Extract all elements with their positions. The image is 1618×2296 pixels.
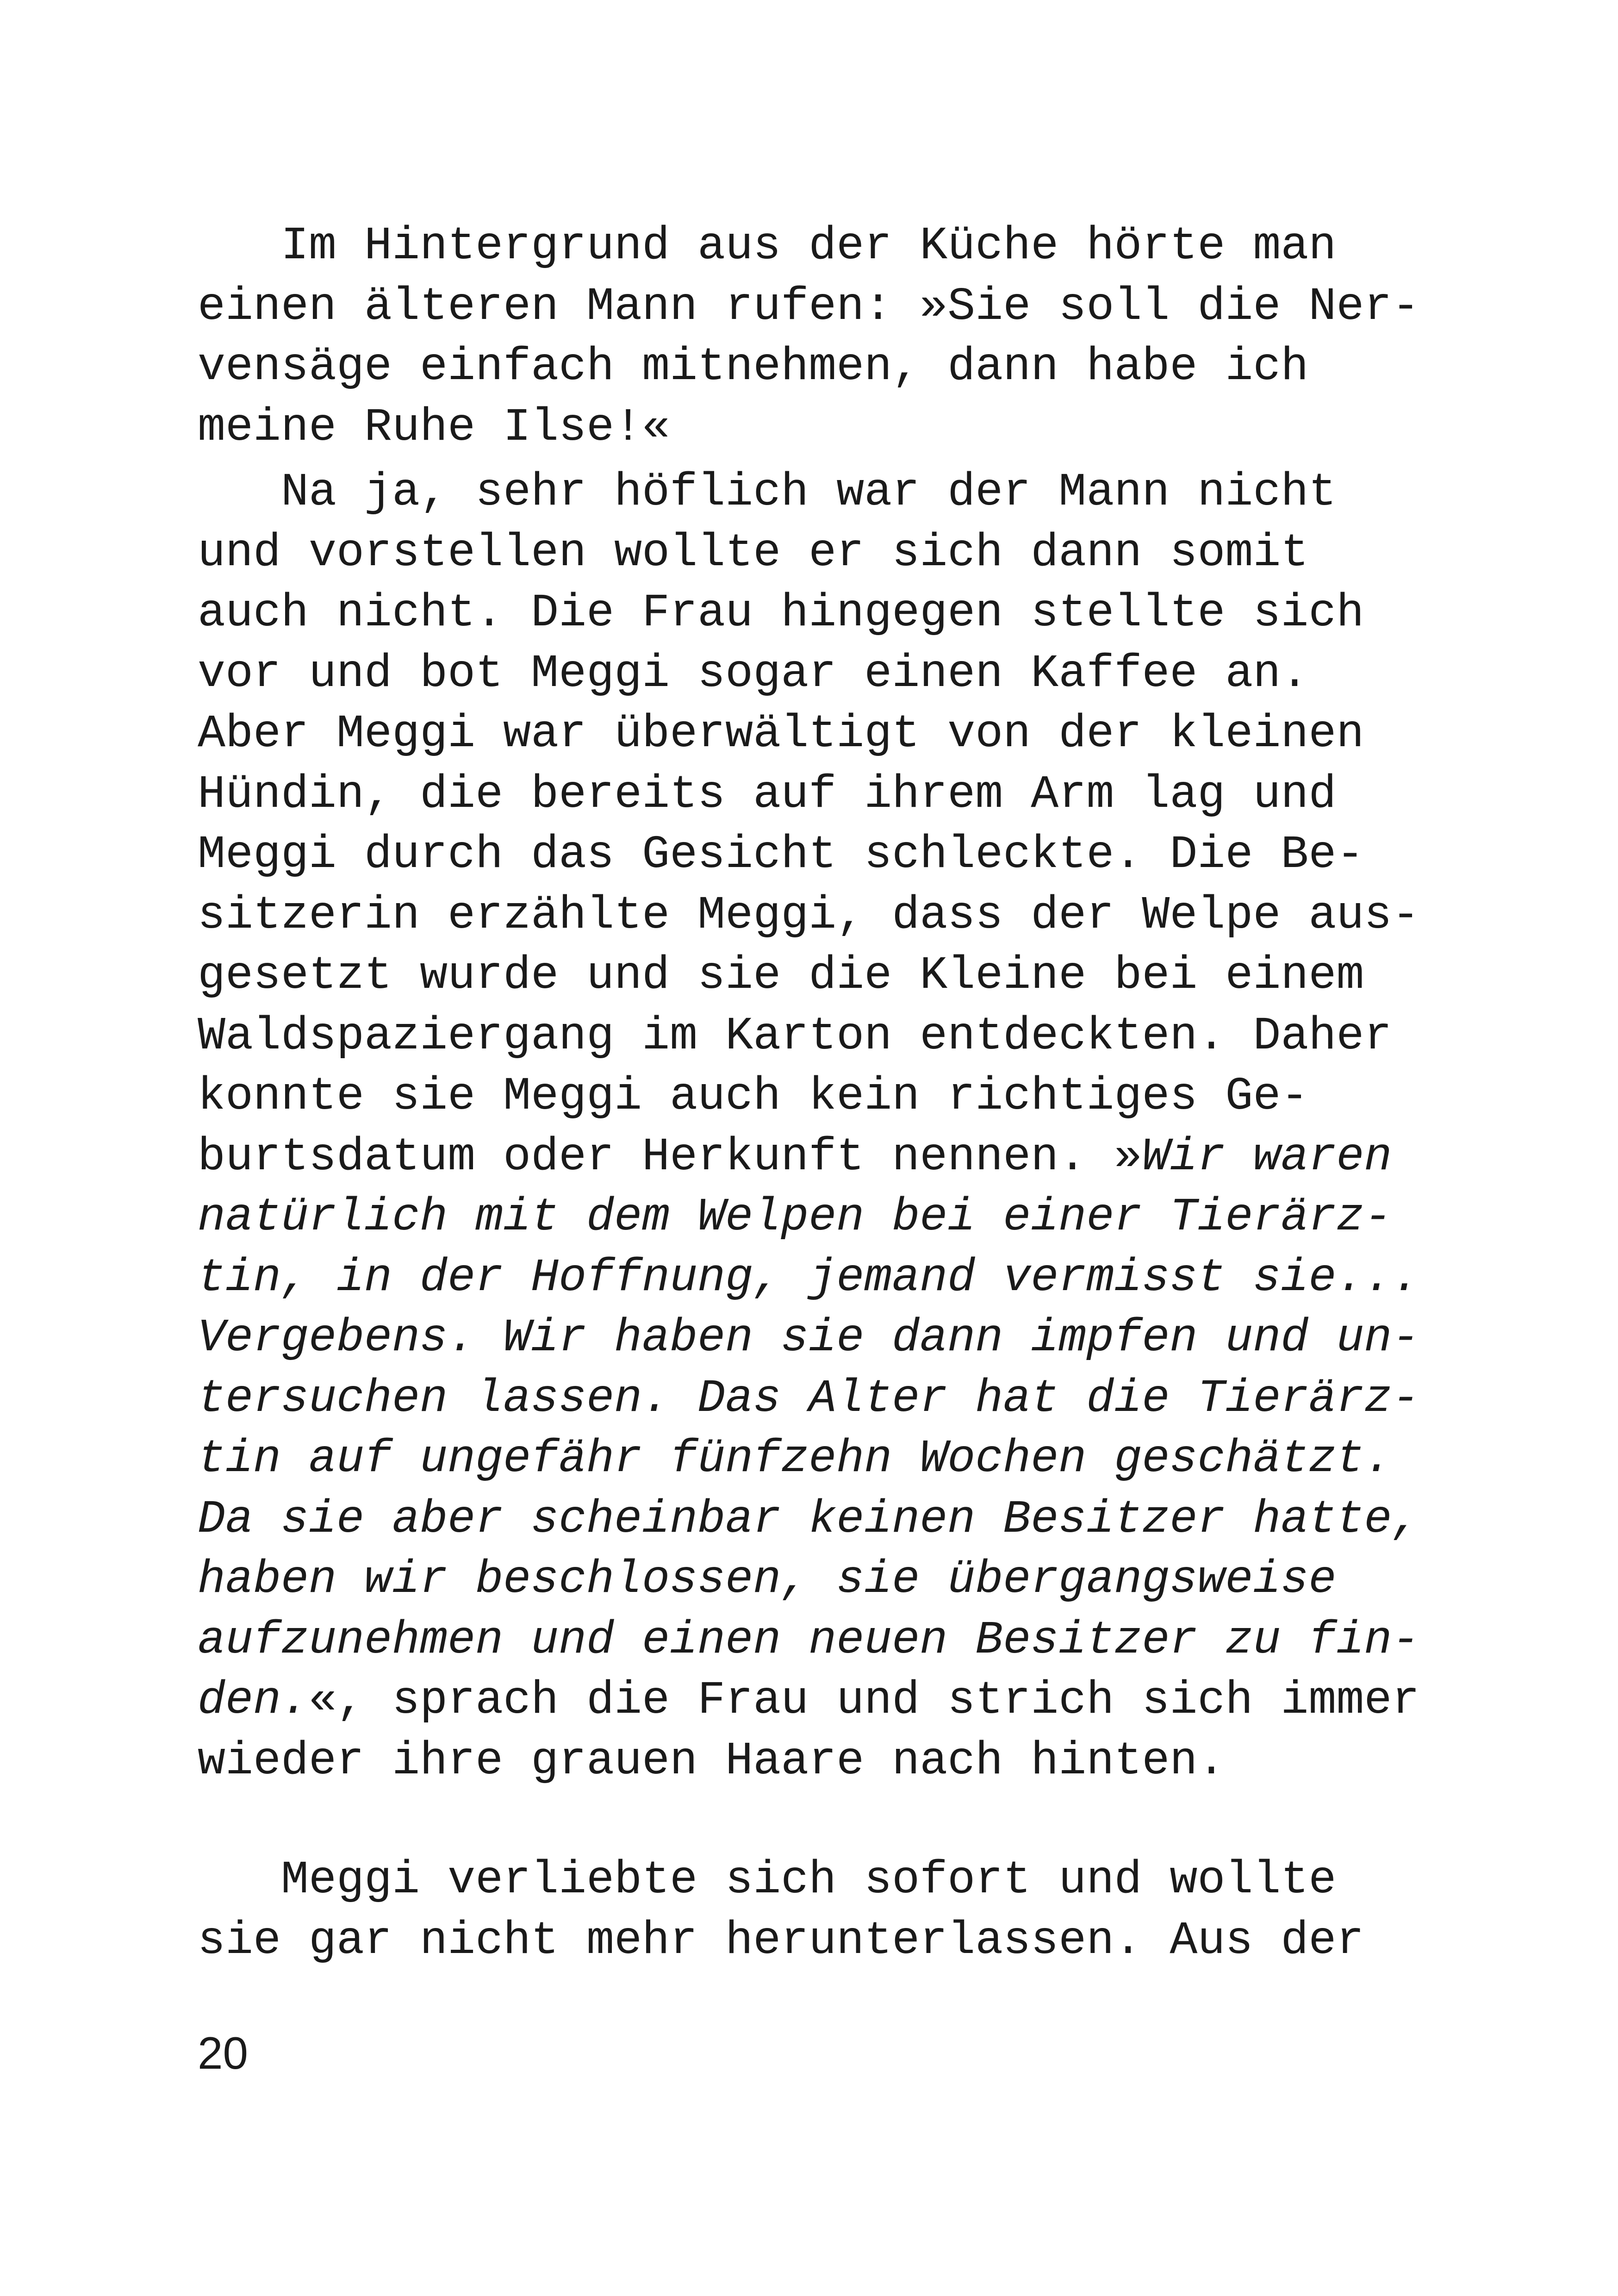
text-run: meine Ruhe Ilse!« xyxy=(198,401,670,454)
text-run: Aber Meggi war überwältigt von der kleinen xyxy=(198,708,1364,761)
text-line xyxy=(198,1369,1419,1429)
text-line xyxy=(198,463,1336,523)
italic-run: den. xyxy=(198,1675,309,1727)
text-line xyxy=(198,946,1364,1006)
text-line xyxy=(198,1732,1225,1792)
text-run: konnte sie Meggi auch kein richtiges Ge- xyxy=(198,1071,1309,1123)
text-line xyxy=(198,1550,1336,1610)
text-line xyxy=(198,398,670,458)
text-run: Waldspaziergang im Karton entdeckten. Daher xyxy=(198,1010,1392,1063)
text-run: sitzerin erzählte Meggi, dass der Welpe aus- xyxy=(198,889,1420,942)
text-line xyxy=(198,1067,1308,1127)
text-line xyxy=(198,1188,1392,1248)
text-line xyxy=(198,1248,1419,1309)
text-run: «, sprach die Frau und strich sich immer xyxy=(309,1675,1420,1727)
text-line xyxy=(198,1309,1419,1369)
text-line xyxy=(198,1490,1419,1550)
text-run: Meggi durch das Gesicht schleckte. Die Be- xyxy=(198,829,1364,881)
text-line xyxy=(198,277,1419,337)
italic-run: tin auf ungefähr fünfzehn Wochen geschätzt. xyxy=(198,1433,1392,1485)
text-line xyxy=(198,1611,1419,1671)
italic-run: tin, in der Hoffnung, jemand vermisst sie... xyxy=(198,1252,1420,1304)
text-line xyxy=(198,584,1364,644)
text-line xyxy=(198,1671,1419,1731)
text-run: gesetzt wurde und sie die Kleine bei einem xyxy=(198,950,1364,1002)
italic-run: Da sie aber scheinbar keinen Besitzer hatte, xyxy=(198,1493,1420,1546)
text-line xyxy=(198,1128,1392,1188)
text-run: und vorstellen wollte er sich dann somit xyxy=(198,527,1309,580)
italic-run: haben wir beschlossen, sie übergangsweise xyxy=(198,1554,1337,1606)
text-run: sie gar nicht mehr herunterlassen. Aus der xyxy=(198,1915,1364,1967)
text-run: einen älteren Mann rufen: »Sie soll die Ner- xyxy=(198,281,1420,333)
text-line xyxy=(198,705,1364,765)
text-line xyxy=(198,217,1336,277)
text-run: Im Hintergrund aus der Küche hörte man xyxy=(198,220,1337,273)
italic-run: aufzunehmen und einen neuen Besitzer zu fin- xyxy=(198,1614,1420,1667)
text-run: Meggi verliebte sich sofort und wollte xyxy=(198,1854,1337,1907)
text-run: Na ja, sehr höflich war der Mann nicht xyxy=(198,467,1337,519)
text-run: vor und bot Meggi sogar einen Kaffee an. xyxy=(198,648,1309,700)
italic-run: Wir waren xyxy=(1142,1131,1392,1184)
text-line xyxy=(198,644,1308,705)
text-line xyxy=(198,886,1419,946)
italic-run: tersuchen lassen. Das Alter hat die Tierärz- xyxy=(198,1373,1420,1425)
text-run: vensäge einfach mitnehmen, dann habe ich xyxy=(198,341,1309,393)
text-line xyxy=(198,1851,1336,1911)
text-run: burtsdatum oder Herkunft nennen. » xyxy=(198,1131,1142,1184)
text-line xyxy=(198,1911,1364,1972)
text-line xyxy=(198,337,1308,398)
text-line xyxy=(198,825,1364,886)
italic-run: natürlich mit dem Welpen bei einer Tierärz- xyxy=(198,1192,1392,1244)
text-line xyxy=(198,765,1336,825)
text-line xyxy=(198,524,1308,584)
text-run: Hündin, die bereits auf ihrem Arm lag und xyxy=(198,768,1337,821)
page-number: 20 xyxy=(198,2028,249,2078)
text-line xyxy=(198,1429,1392,1490)
italic-run: Vergebens. Wir haben sie dann impfen und un- xyxy=(198,1312,1420,1365)
text-line xyxy=(198,1007,1392,1067)
text-run: wieder ihre grauen Haare nach hinten. xyxy=(198,1735,1226,1788)
text-run: auch nicht. Die Frau hingegen stellte sich xyxy=(198,587,1364,640)
